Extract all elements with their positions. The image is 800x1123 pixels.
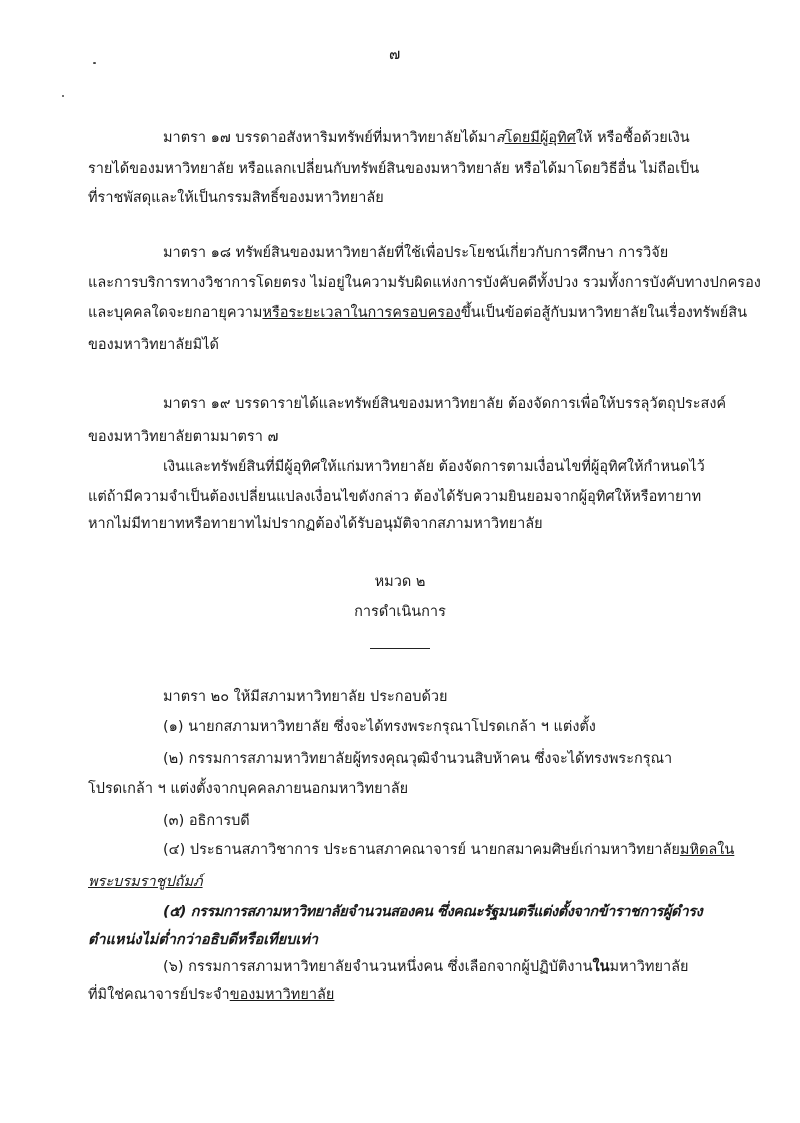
section-20-item-1: (๑) นายกสภามหาวิทยาลัย ซึ่งจะได้ทรงพระกรุณาโปรดเกล้า ฯ แต่งตั้ง — [163, 719, 596, 735]
section-20-intro: มาตรา ๒๐ ให้มีสภามหาวิทยาลัย ประกอบด้วย — [163, 689, 448, 705]
bold-text: ใน — [592, 959, 610, 975]
section-18-line-2: และการบริการทางวิชาการโดยตรง ไม่อยู่ในความรับผิดแห่งการบังคับคดีทั้งปวง รวมทั้งการบังคับทางปกครอง — [88, 275, 761, 291]
section-19-line-1: มาตรา ๑๙ บรรดารายได้และทรัพย์สินของมหาวิทยาลัย ต้องจัดการเพื่อให้บรรลุวัตถุประสงค์ — [163, 396, 727, 412]
section-20-item-5-line-2: ตำแหน่งไม่ต่ำกว่าอธิบดีหรือเทียบเท่า — [88, 932, 319, 948]
section-20-item-2-line-1: (๒) กรรมการสภามหาวิทยาลัยผู้ทรงคุณวุฒิจำนวนสิบห้าคน ซึ่งจะได้ทรงพระกรุณา — [163, 751, 673, 767]
section-18-line-3: และบุคคลใดจะยกอายุความหรือระยะเวลาในการครอบครองขึ้นเป็นข้อต่อสู้กับมหาวิทยาลัยในเรื่องทรัพย์สิน — [88, 305, 748, 321]
section-18-line-1: มาตรา ๑๘ ทรัพย์สินของมหาวิทยาลัยที่ใช้เพื่อประโยชน์เกี่ยวกับการศึกษา การวิจัย — [163, 245, 669, 261]
section-20-item-4-line-1: (๔) ประธานสภาวิชาการ ประธานสภาคณาจารย์ นายกสมาคมศิษย์เก่ามหาวิทยาลัยมหิดลใน — [163, 842, 735, 858]
underlined-text: มหิดลใน — [679, 842, 735, 858]
section-19-line-3: เงินและทรัพย์สินที่มีผู้อุทิศให้แก่มหาวิทยาลัย ต้องจัดการตามเงื่อนไขที่ผู้อุทิศให้กำหนดไว้ — [163, 459, 705, 475]
chapter-title: การดำเนินการ — [354, 604, 446, 620]
section-20-item-2-line-2: โปรดเกล้า ฯ แต่งตั้งจากบุคคลภายนอกมหาวิทยาลัย — [88, 781, 409, 797]
scan-speck — [62, 95, 64, 97]
section-17-line-3: ที่ราชพัสดุและให้เป็นกรรมสิทธิ์ของมหาวิทยาลัย — [88, 190, 384, 206]
underlined-text: โดยมีผู้อุทิศ — [504, 130, 576, 146]
section-20-item-5-line-1: (๕) กรรมการสภามหาวิทยาลัยจำนวนสองคน ซึ่งคณะรัฐมนตรีแต่งตั้งจากข้าราชการผู้ดำรง — [163, 904, 703, 920]
section-18-line-4: ของมหาวิทยาลัยมิได้ — [88, 337, 219, 353]
chapter-heading: หมวด ๒ — [374, 574, 426, 590]
underlined-text: ของมหาวิทยาลัย — [229, 987, 335, 1003]
section-19-line-2: ของมหาวิทยาลัยตามมาตรา ๗ — [88, 429, 279, 445]
section-20-item-4-line-2: พระบรมราชูปถัมภ์ — [88, 874, 203, 890]
section-20-item-6-line-2: ที่มิใช่คณาจารย์ประจำของมหาวิทยาลัย — [88, 987, 335, 1003]
page-number: ๗ — [389, 45, 401, 63]
struck-text: ส — [495, 130, 505, 146]
scan-speck — [93, 62, 96, 64]
section-20-item-3: (๓) อธิการบดี — [163, 813, 250, 829]
section-17-line-2: รายได้ของมหาวิทยาลัย หรือแลกเปลี่ยนกับทรัพย์สินของมหาวิทยาลัย หรือได้มาโดยวิธีอื่น ไม่ถือเป็น — [88, 161, 700, 177]
underlined-text: หรือระยะเวลาในการครอบครอง — [262, 305, 461, 321]
section-17-line-1: มาตรา ๑๗ บรรดาอสังหาริมทรัพย์ที่มหาวิทยาลัยได้มาสโดยมีผู้อุทิศให้ หรือซื้อด้วยเงิน — [163, 130, 690, 146]
chapter-divider — [370, 648, 430, 649]
section-20-item-6-line-1: (๖) กรรมการสภามหาวิทยาลัยจำนวนหนึ่งคน ซึ่งเลือกจากผู้ปฏิบัติงานในมหาวิทยาลัย — [163, 959, 689, 975]
section-19-line-5: หากไม่มีทายาทหรือทายาทไม่ปรากฏต้องได้รับอนุมัติจากสภามหาวิทยาลัย — [88, 516, 543, 532]
section-19-line-4: แต่ถ้ามีความจำเป็นต้องเปลี่ยนแปลงเงื่อนไขดังกล่าว ต้องได้รับความยินยอมจากผู้อุทิศให้หรือทายาท — [88, 489, 702, 505]
